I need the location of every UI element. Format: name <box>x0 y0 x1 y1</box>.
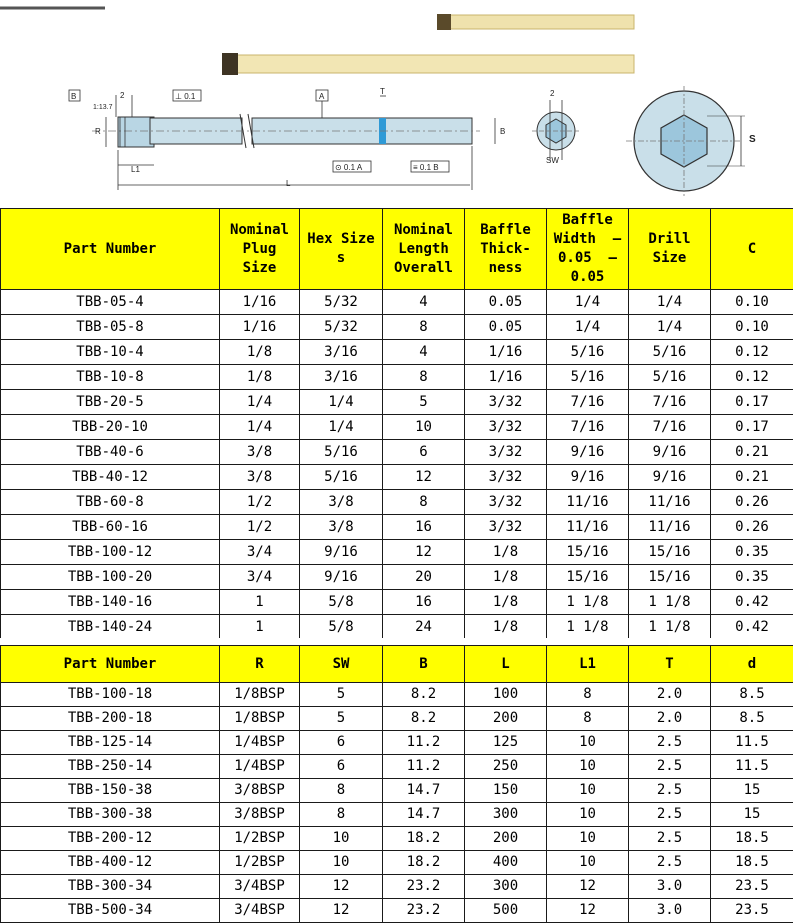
cell-r: 1/4BSP <box>220 755 300 779</box>
cell-part-number: TBB-500-34 <box>1 899 220 923</box>
cell-c: 0.12 <box>711 340 793 365</box>
cell-c: 0.17 <box>711 390 793 415</box>
cell-baffle-thickness: 0.05 <box>465 290 547 315</box>
cell-baffle-thickness: 3/32 <box>465 515 547 540</box>
cell-sw: 6 <box>300 755 383 779</box>
header-c: C <box>711 209 793 290</box>
cell-hex-size: 5/16 <box>300 465 383 490</box>
cell-drill-size: 5/16 <box>629 340 711 365</box>
cell-part-number: TBB-40-12 <box>1 465 220 490</box>
cell-r: 1/8BSP <box>220 707 300 731</box>
cell-baffle-thickness: 3/32 <box>465 465 547 490</box>
header-b: B <box>383 646 465 683</box>
cell-nominal-plug-size: 1/8 <box>220 365 300 390</box>
cell-baffle-width: 7/16 <box>547 415 629 440</box>
cell-r: 1/2BSP <box>220 827 300 851</box>
cell-baffle-thickness: 1/8 <box>465 615 547 640</box>
cell-l1: 8 <box>547 683 629 707</box>
label-R: R <box>95 127 101 136</box>
cell-part-number: TBB-200-12 <box>1 827 220 851</box>
table-row <box>1 340 793 365</box>
cell-t: 2.5 <box>629 851 711 875</box>
baffle-spec-table-metric <box>0 645 793 923</box>
cell-baffle-thickness: 1/8 <box>465 540 547 565</box>
cell-b: 14.7 <box>383 779 465 803</box>
label-L: L <box>286 179 291 188</box>
technical-drawing <box>0 0 793 208</box>
cell-l1: 10 <box>547 827 629 851</box>
cell-hex-size: 5/8 <box>300 615 383 640</box>
label-2: 2 <box>120 91 125 100</box>
table-row <box>1 565 793 590</box>
cell-l: 200 <box>465 707 547 731</box>
cell-part-number: TBB-250-14 <box>1 755 220 779</box>
cell-l1: 12 <box>547 899 629 923</box>
cell-b: 8.2 <box>383 683 465 707</box>
cell-c: 0.21 <box>711 440 793 465</box>
cell-sw: 10 <box>300 851 383 875</box>
drawing-svg <box>0 0 793 208</box>
cell-nominal-plug-size: 3/8 <box>220 440 300 465</box>
cell-d: 15 <box>711 779 793 803</box>
cell-t: 2.0 <box>629 707 711 731</box>
cell-baffle-thickness: 3/32 <box>465 490 547 515</box>
cell-part-number: TBB-10-8 <box>1 365 220 390</box>
cell-hex-size: 3/16 <box>300 365 383 390</box>
header-l: L <box>465 646 547 683</box>
cell-c: 0.26 <box>711 515 793 540</box>
cell-nominal-length: 16 <box>383 590 465 615</box>
cell-d: 18.5 <box>711 827 793 851</box>
cell-d: 23.5 <box>711 899 793 923</box>
cell-hex-size: 1/4 <box>300 390 383 415</box>
cell-r: 1/2BSP <box>220 851 300 875</box>
cell-nominal-length: 8 <box>383 315 465 340</box>
header-drill-size: Drill Size <box>629 209 711 290</box>
table-row <box>1 390 793 415</box>
cell-l1: 10 <box>547 755 629 779</box>
cell-l1: 8 <box>547 707 629 731</box>
cell-b: 8.2 <box>383 707 465 731</box>
cell-t: 2.5 <box>629 755 711 779</box>
cell-nominal-plug-size: 1/2 <box>220 515 300 540</box>
cell-hex-size: 9/16 <box>300 540 383 565</box>
cell-t: 2.0 <box>629 683 711 707</box>
cell-nominal-plug-size: 1/4 <box>220 390 300 415</box>
cell-drill-size: 15/16 <box>629 565 711 590</box>
cell-d: 8.5 <box>711 707 793 731</box>
cell-hex-size: 9/16 <box>300 565 383 590</box>
cell-baffle-width: 1 1/8 <box>547 590 629 615</box>
cell-part-number: TBB-400-12 <box>1 851 220 875</box>
cell-part-number: TBB-05-8 <box>1 315 220 340</box>
header-part-number: Part Number <box>1 209 220 290</box>
end-view-small <box>532 100 580 160</box>
table-row <box>1 540 793 565</box>
cell-baffle-thickness: 3/32 <box>465 415 547 440</box>
cell-baffle-width: 5/16 <box>547 340 629 365</box>
cell-drill-size: 1/4 <box>629 290 711 315</box>
cell-c: 0.26 <box>711 490 793 515</box>
cell-l: 300 <box>465 875 547 899</box>
cell-drill-size: 1 1/8 <box>629 590 711 615</box>
cell-nominal-plug-size: 3/8 <box>220 465 300 490</box>
header-sw: SW <box>300 646 383 683</box>
table-row <box>1 465 793 490</box>
label-perpendicularity: ⊥ 0.1 <box>175 92 196 101</box>
cell-l1: 10 <box>547 731 629 755</box>
cell-baffle-width: 1/4 <box>547 290 629 315</box>
cell-baffle-thickness: 1/8 <box>465 565 547 590</box>
cell-part-number: TBB-05-4 <box>1 290 220 315</box>
label-L1: L1 <box>131 165 140 174</box>
cell-part-number: TBB-60-16 <box>1 515 220 540</box>
cell-l: 150 <box>465 779 547 803</box>
label-T: T <box>380 87 385 96</box>
cell-d: 23.5 <box>711 875 793 899</box>
table-row <box>1 515 793 540</box>
cell-drill-size: 9/16 <box>629 465 711 490</box>
product-photo-short-baffle <box>437 14 634 30</box>
cell-nominal-plug-size: 1/16 <box>220 290 300 315</box>
cell-t: 2.5 <box>629 827 711 851</box>
header-part-number: Part Number <box>1 646 220 683</box>
cell-sw: 8 <box>300 803 383 827</box>
cell-b: 11.2 <box>383 755 465 779</box>
cell-hex-size: 5/8 <box>300 590 383 615</box>
cell-part-number: TBB-300-38 <box>1 803 220 827</box>
cell-d: 8.5 <box>711 683 793 707</box>
cell-l1: 12 <box>547 875 629 899</box>
cell-part-number: TBB-100-12 <box>1 540 220 565</box>
cell-nominal-plug-size: 1/2 <box>220 490 300 515</box>
cell-part-number: TBB-20-10 <box>1 415 220 440</box>
table-row <box>1 899 793 923</box>
cell-nominal-length: 16 <box>383 515 465 540</box>
cell-r: 1/8BSP <box>220 683 300 707</box>
cell-l: 400 <box>465 851 547 875</box>
cell-baffle-width: 5/16 <box>547 365 629 390</box>
header-r: R <box>220 646 300 683</box>
table-row <box>1 779 793 803</box>
cell-part-number: TBB-10-4 <box>1 340 220 365</box>
cell-baffle-width: 7/16 <box>547 390 629 415</box>
label-B-dim: B <box>500 127 505 136</box>
cell-hex-size: 3/8 <box>300 490 383 515</box>
table-row <box>1 707 793 731</box>
label-taper: 1:13.7 <box>93 104 113 111</box>
product-photo-long-baffle <box>222 53 634 75</box>
cell-t: 3.0 <box>629 875 711 899</box>
cell-c: 0.35 <box>711 565 793 590</box>
cell-baffle-thickness: 0.05 <box>465 315 547 340</box>
label-A: A <box>319 92 325 101</box>
cell-l: 200 <box>465 827 547 851</box>
cell-part-number: TBB-100-20 <box>1 565 220 590</box>
label-concentricity: ⊙ 0.1 A <box>335 163 363 172</box>
cell-hex-size: 3/16 <box>300 340 383 365</box>
cell-b: 18.2 <box>383 827 465 851</box>
cell-hex-size: 5/32 <box>300 290 383 315</box>
table-row <box>1 440 793 465</box>
table-row <box>1 803 793 827</box>
cell-nominal-plug-size: 1 <box>220 590 300 615</box>
header-l1: L1 <box>547 646 629 683</box>
cell-nominal-length: 12 <box>383 465 465 490</box>
cell-drill-size: 11/16 <box>629 515 711 540</box>
cell-nominal-plug-size: 3/4 <box>220 540 300 565</box>
cell-baffle-thickness: 3/32 <box>465 440 547 465</box>
table-row <box>1 683 793 707</box>
cell-nominal-length: 20 <box>383 565 465 590</box>
cell-baffle-width: 15/16 <box>547 565 629 590</box>
cell-sw: 12 <box>300 899 383 923</box>
cell-t: 2.5 <box>629 731 711 755</box>
table-row <box>1 827 793 851</box>
cell-baffle-thickness: 1/16 <box>465 365 547 390</box>
cell-baffle-width: 1 1/8 <box>547 615 629 640</box>
table-row <box>1 615 793 640</box>
cell-drill-size: 11/16 <box>629 490 711 515</box>
cell-d: 15 <box>711 803 793 827</box>
cell-b: 18.2 <box>383 851 465 875</box>
cell-baffle-width: 11/16 <box>547 490 629 515</box>
table-row <box>1 290 793 315</box>
cell-baffle-width: 9/16 <box>547 440 629 465</box>
cell-l: 250 <box>465 755 547 779</box>
cell-r: 3/4BSP <box>220 899 300 923</box>
label-SW: SW <box>546 156 559 165</box>
cell-hex-size: 5/32 <box>300 315 383 340</box>
cell-nominal-length: 5 <box>383 390 465 415</box>
baffle-spec-table-inch <box>0 208 793 640</box>
cell-hex-size: 3/8 <box>300 515 383 540</box>
table-row <box>1 490 793 515</box>
cell-l1: 10 <box>547 779 629 803</box>
cell-part-number: TBB-20-5 <box>1 390 220 415</box>
table-row <box>1 315 793 340</box>
cell-l1: 10 <box>547 851 629 875</box>
cell-c: 0.10 <box>711 315 793 340</box>
cell-drill-size: 1/4 <box>629 315 711 340</box>
cell-nominal-plug-size: 1/16 <box>220 315 300 340</box>
cell-r: 3/8BSP <box>220 779 300 803</box>
cell-t: 2.5 <box>629 779 711 803</box>
cell-nominal-length: 10 <box>383 415 465 440</box>
cell-t: 2.5 <box>629 803 711 827</box>
cell-sw: 12 <box>300 875 383 899</box>
cell-baffle-width: 15/16 <box>547 540 629 565</box>
header-t: T <box>629 646 711 683</box>
cell-c: 0.35 <box>711 540 793 565</box>
cell-b: 23.2 <box>383 875 465 899</box>
cell-l: 500 <box>465 899 547 923</box>
cell-sw: 5 <box>300 707 383 731</box>
cell-drill-size: 9/16 <box>629 440 711 465</box>
cell-part-number: TBB-140-16 <box>1 590 220 615</box>
header-d: d <box>711 646 793 683</box>
label-S: S <box>749 134 756 145</box>
cell-nominal-length: 8 <box>383 490 465 515</box>
cell-c: 0.12 <box>711 365 793 390</box>
cell-nominal-plug-size: 1/4 <box>220 415 300 440</box>
header-hex-size: Hex Size s <box>300 209 383 290</box>
cell-nominal-plug-size: 1 <box>220 615 300 640</box>
cell-b: 14.7 <box>383 803 465 827</box>
cell-hex-size: 5/16 <box>300 440 383 465</box>
header-baffle-width: Baffle Width – 0.05 – 0.05 <box>547 209 629 290</box>
cell-drill-size: 15/16 <box>629 540 711 565</box>
cell-r: 3/8BSP <box>220 803 300 827</box>
cell-t: 3.0 <box>629 899 711 923</box>
header-baffle-thickness: Baffle Thick- ness <box>465 209 547 290</box>
cell-part-number: TBB-40-6 <box>1 440 220 465</box>
table-row <box>1 875 793 899</box>
cell-d: 18.5 <box>711 851 793 875</box>
table-row <box>1 415 793 440</box>
cell-sw: 5 <box>300 683 383 707</box>
header-nominal-length: Nominal Length Overall <box>383 209 465 290</box>
cell-nominal-length: 6 <box>383 440 465 465</box>
label-B: B <box>71 92 76 101</box>
cell-part-number: TBB-125-14 <box>1 731 220 755</box>
cell-baffle-thickness: 1/8 <box>465 590 547 615</box>
cell-r: 3/4BSP <box>220 875 300 899</box>
cell-nominal-length: 24 <box>383 615 465 640</box>
cell-baffle-thickness: 1/16 <box>465 340 547 365</box>
cell-baffle-thickness: 3/32 <box>465 390 547 415</box>
cell-nominal-length: 4 <box>383 340 465 365</box>
cell-r: 1/4BSP <box>220 731 300 755</box>
cell-nominal-plug-size: 3/4 <box>220 565 300 590</box>
cell-c: 0.10 <box>711 290 793 315</box>
cell-c: 0.42 <box>711 590 793 615</box>
cell-d: 11.5 <box>711 731 793 755</box>
cell-l: 300 <box>465 803 547 827</box>
cell-d: 11.5 <box>711 755 793 779</box>
cell-c: 0.42 <box>711 615 793 640</box>
table-row <box>1 851 793 875</box>
side-view <box>92 114 480 148</box>
cell-nominal-length: 12 <box>383 540 465 565</box>
cell-drill-size: 1 1/8 <box>629 615 711 640</box>
table-row <box>1 365 793 390</box>
cell-c: 0.17 <box>711 415 793 440</box>
label-z2: 2 <box>550 89 555 98</box>
cell-nominal-plug-size: 1/8 <box>220 340 300 365</box>
cell-nominal-length: 8 <box>383 365 465 390</box>
cell-sw: 6 <box>300 731 383 755</box>
table-header-row <box>1 646 793 683</box>
cell-part-number: TBB-60-8 <box>1 490 220 515</box>
table-row <box>1 755 793 779</box>
cell-part-number: TBB-150-38 <box>1 779 220 803</box>
end-view-large <box>626 86 745 196</box>
cell-b: 23.2 <box>383 899 465 923</box>
cell-part-number: TBB-140-24 <box>1 615 220 640</box>
cell-drill-size: 7/16 <box>629 390 711 415</box>
cell-part-number: TBB-200-18 <box>1 707 220 731</box>
cell-baffle-width: 1/4 <box>547 315 629 340</box>
cell-sw: 10 <box>300 827 383 851</box>
cell-baffle-width: 11/16 <box>547 515 629 540</box>
cell-l: 100 <box>465 683 547 707</box>
table-row <box>1 590 793 615</box>
cell-c: 0.21 <box>711 465 793 490</box>
cell-l: 125 <box>465 731 547 755</box>
cell-l1: 10 <box>547 803 629 827</box>
cell-nominal-length: 4 <box>383 290 465 315</box>
cell-part-number: TBB-100-18 <box>1 683 220 707</box>
cell-baffle-width: 9/16 <box>547 465 629 490</box>
cell-drill-size: 7/16 <box>629 415 711 440</box>
table-row <box>1 731 793 755</box>
header-nominal-plug-size: Nominal Plug Size <box>220 209 300 290</box>
table-header-row <box>1 209 793 290</box>
cell-drill-size: 5/16 <box>629 365 711 390</box>
cell-hex-size: 1/4 <box>300 415 383 440</box>
label-parallelism: ≡ 0.1 B <box>413 163 439 172</box>
cell-part-number: TBB-300-34 <box>1 875 220 899</box>
cell-sw: 8 <box>300 779 383 803</box>
cell-b: 11.2 <box>383 731 465 755</box>
